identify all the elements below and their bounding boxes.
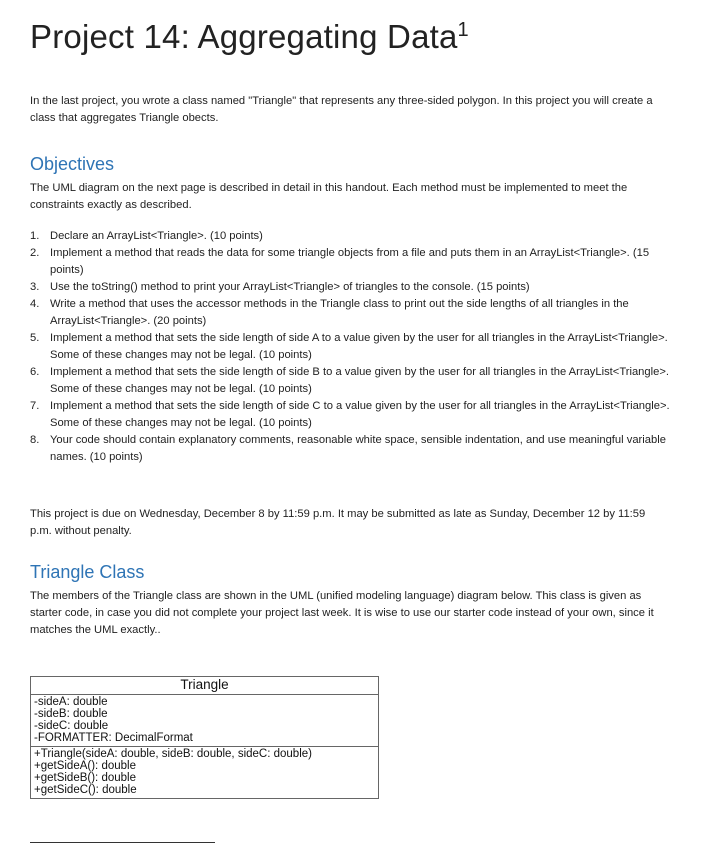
list-number: 2.	[30, 247, 40, 259]
due-date-paragraph: This project is due on Wednesday, December 8 by 11:59 p.m. It may be submitted as late as Sunday, December 12 by 11:59 p.m. without penalty.	[30, 508, 646, 537]
uml-class-name: Triangle	[31, 677, 378, 695]
uml-attribute: -sideB: double	[34, 708, 108, 720]
list-number: 8.	[30, 434, 40, 446]
uml-attributes	[31, 695, 378, 747]
footnote-marker: 1	[457, 19, 469, 41]
uml-attribute: -sideA: double	[34, 696, 108, 708]
list-text: Your code should contain explanatory comments, reasonable white space, sensible indentation, and use meaningful variable names. (10 points)	[50, 434, 666, 463]
footnote-divider	[30, 842, 215, 843]
list-item	[30, 296, 670, 330]
list-number: 6.	[30, 366, 40, 378]
page-title	[30, 18, 469, 56]
list-number: 1.	[30, 230, 40, 242]
list-text: Implement a method that sets the side length of side A to a value given by the user for all triangles in the ArrayList<Triangle>. Some of these changes may not be legal. (10 points)	[50, 332, 668, 361]
uml-method: +getSideC(): double	[34, 784, 137, 796]
list-text: Declare an ArrayList<Triangle>. (10 points)	[50, 230, 263, 242]
uml-method: +getSideB(): double	[34, 772, 136, 784]
list-text: Write a method that uses the accessor methods in the Triangle class to print out the side lengths of all triangles in the ArrayList<Triangle>. (20 points)	[50, 298, 629, 327]
list-number: 7.	[30, 400, 40, 412]
objectives-list	[30, 228, 670, 466]
list-number: 5.	[30, 332, 40, 344]
page-title-text: Project 14: Aggregating Data	[30, 18, 458, 55]
objectives-heading: Objectives	[30, 154, 115, 174]
uml-diagram	[30, 676, 379, 799]
list-item	[30, 432, 670, 466]
objectives-lead: The UML diagram on the next page is described in detail in this handout. Each method must be implemented to meet the constraints exactly as described.	[30, 182, 628, 211]
uml-method: +getSideA(): double	[34, 760, 136, 772]
list-item	[30, 398, 670, 432]
list-text: Implement a method that reads the data for some triangle objects from a file and puts them in an ArrayList<Triangle>. (15 points)	[50, 247, 650, 276]
triangle-class-heading: Triangle Class	[30, 562, 145, 582]
uml-attribute: -sideC: double	[34, 720, 109, 732]
intro-paragraph: In the last project, you wrote a class named "Triangle" that represents any three-sided polygon. In this project you will create a class that aggregates Triangle obects.	[30, 95, 653, 124]
list-item	[30, 279, 670, 296]
list-text: Implement a method that sets the side length of side B to a value given by the user for all triangles in the ArrayList<Triangle>. Some of these changes may not be legal. (10 points)	[50, 366, 669, 395]
list-item	[30, 330, 670, 364]
list-item	[30, 245, 670, 279]
list-text: Use the toString() method to print your ArrayList<Triangle> of triangles to the console. (15 points)	[50, 281, 530, 293]
list-item	[30, 228, 670, 245]
list-number: 3.	[30, 281, 40, 293]
list-text: Implement a method that sets the side length of side C to a value given by the user for all triangles in the ArrayList<Triangle>. Some of these changes may not be legal. (10 points)	[50, 400, 670, 429]
uml-attribute: -FORMATTER: DecimalFormat	[34, 732, 193, 744]
uml-method: +Triangle(sideA: double, sideB: double, sideC: double)	[34, 748, 312, 760]
triangle-class-body: The members of the Triangle class are shown in the UML (unified modeling language) diagram below. This class is given as starter code, in case you did not complete your project last week. It is wise to use our starter code instead of your own, since it matches the UML exactly..	[30, 590, 654, 636]
list-number: 4.	[30, 298, 40, 310]
list-item	[30, 364, 670, 398]
uml-methods	[31, 747, 378, 798]
